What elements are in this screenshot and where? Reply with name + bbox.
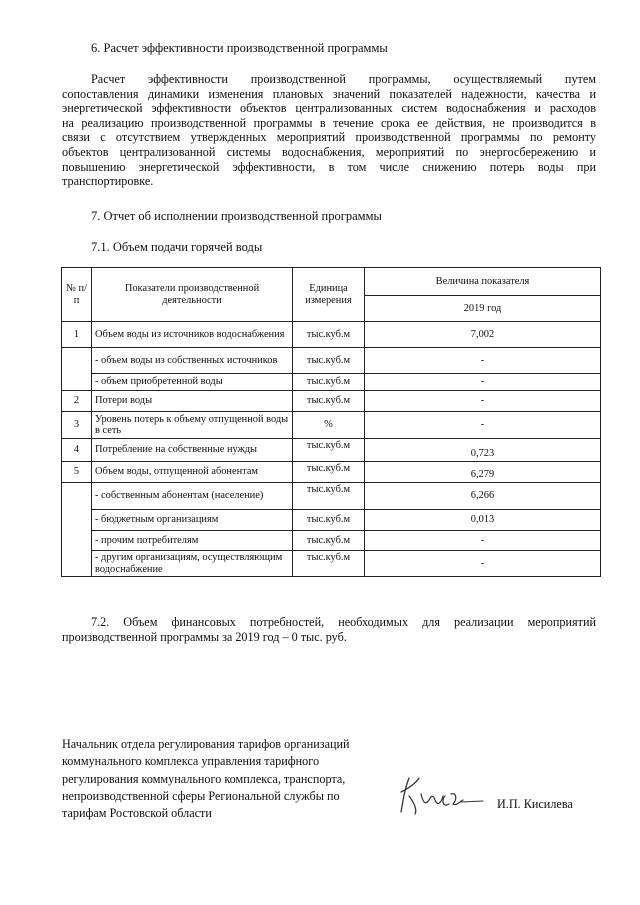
row-unit: тыс.куб.м	[293, 483, 365, 510]
row-num: 3	[62, 412, 92, 439]
paragraph-line: объектов централизованной системы водоснабжения, мероприятий по энергосбережению и	[62, 144, 596, 159]
paragraph-line: транспортировке.	[62, 174, 154, 189]
paragraph-line: повышению энергетической эффективности, в том числе снижению потерь воды при	[62, 159, 596, 174]
row-value: -	[365, 531, 601, 551]
header-indicator: Показатели производственной деятельности	[92, 268, 293, 322]
row-name: - объем приобретенной воды	[92, 374, 293, 391]
row-unit: тыс.куб.м	[293, 510, 365, 531]
row-unit: тыс.куб.м	[293, 462, 365, 483]
row-num: 4	[62, 439, 92, 462]
table-row	[62, 391, 601, 412]
row-unit: тыс.куб.м	[293, 391, 365, 412]
section-6-paragraph	[62, 72, 596, 189]
header-year: 2019 год	[365, 296, 601, 322]
position-line: коммунального комплекса управления тарифного	[62, 754, 320, 769]
row-name: - другим организациям, осуществляющим водоснабжение	[92, 551, 293, 577]
paragraph-line: энергетической эффективности объектов централизованных систем водоснабжения и расходов	[62, 101, 596, 116]
row-num: 2	[62, 391, 92, 412]
signatory-position	[62, 736, 350, 822]
row-value: -	[365, 391, 601, 412]
row-unit: тыс.куб.м	[293, 551, 365, 577]
table-row	[62, 483, 601, 510]
table-row	[62, 412, 601, 439]
row-unit: тыс.куб.м	[293, 348, 365, 374]
paragraph-line: Расчет эффективности производственной программы, осуществляемый путем	[91, 72, 596, 86]
paragraph-line: производственной программы за 2019 год – 0 тыс. руб.	[62, 629, 347, 644]
row-name: Объем воды из источников водоснабжения	[92, 322, 293, 348]
row-name: - бюджетным организациям	[92, 510, 293, 531]
row-num	[62, 483, 92, 577]
handwritten-signature	[395, 770, 485, 818]
table-row	[62, 439, 601, 462]
row-num	[62, 348, 92, 391]
row-unit: %	[293, 412, 365, 439]
row-value: -	[365, 374, 601, 391]
position-line: тарифам Ростовской области	[62, 806, 212, 821]
header-value: Величина показателя	[365, 268, 601, 296]
signer-name: И.П. Кисилева	[497, 797, 573, 811]
row-name: - прочим потребителям	[92, 531, 293, 551]
row-name: Уровень потерь к объему отпущенной воды в сеть	[92, 412, 293, 439]
header-unit: Единица измерения	[293, 268, 365, 322]
section-7-heading: 7. Отчет об исполнении производственной программы	[91, 209, 382, 223]
position-line: непроизводственной сферы Региональной службы по	[62, 788, 340, 803]
row-unit: тыс.куб.м	[293, 531, 365, 551]
row-num: 1	[62, 322, 92, 348]
header-num: № п/п	[62, 268, 92, 322]
row-name: - объем воды из собственных источников	[92, 348, 293, 374]
row-name: Объем воды, отпущенной абонентам	[92, 462, 293, 483]
paragraph-line: сопоставления динамики изменения плановых значений показателей надежности, качества и	[62, 86, 596, 101]
row-unit: тыс.куб.м	[293, 374, 365, 391]
paragraph-line: 7.2. Объем финансовых потребностей, необходимых для реализации мероприятий	[91, 615, 596, 629]
row-unit: тыс.куб.м	[293, 322, 365, 348]
row-name: Потребление на собственные нужды	[92, 439, 293, 462]
paragraph-line: связи с отсутствием утвержденных мероприятий производственной программы по ремонту	[62, 130, 596, 145]
row-value: 0,723	[365, 439, 601, 462]
table-row	[62, 322, 601, 348]
table-row	[62, 348, 601, 374]
row-name: Потери воды	[92, 391, 293, 412]
table-row	[62, 462, 601, 483]
table-row	[62, 374, 601, 391]
row-value: 7,002	[365, 322, 601, 348]
position-line: Начальник отдела регулирования тарифов организаций	[62, 737, 350, 751]
table-header-row	[62, 268, 601, 296]
row-num: 5	[62, 462, 92, 483]
position-line: регулирования коммунального комплекса, транспорта,	[62, 771, 346, 786]
row-value: -	[365, 412, 601, 439]
table-row	[62, 551, 601, 577]
row-value: -	[365, 551, 601, 577]
table-row	[62, 531, 601, 551]
section-7-2-paragraph	[62, 615, 596, 644]
row-value: 0,013	[365, 510, 601, 531]
row-name: - собственным абонентам (население)	[92, 483, 293, 510]
row-value: 6,279	[365, 462, 601, 483]
section-7-1-heading: 7.1. Объем подачи горячей воды	[91, 240, 263, 254]
paragraph-line: на реализацию производственной программы в течение срока ее действия, не производится в	[62, 115, 596, 130]
table-row	[62, 510, 601, 531]
row-value: -	[365, 348, 601, 374]
row-unit: тыс.куб.м	[293, 439, 365, 462]
water-supply-table	[61, 267, 601, 577]
row-value: 6,266	[365, 483, 601, 510]
section-6-heading: 6. Расчет эффективности производственной программы	[91, 41, 388, 55]
